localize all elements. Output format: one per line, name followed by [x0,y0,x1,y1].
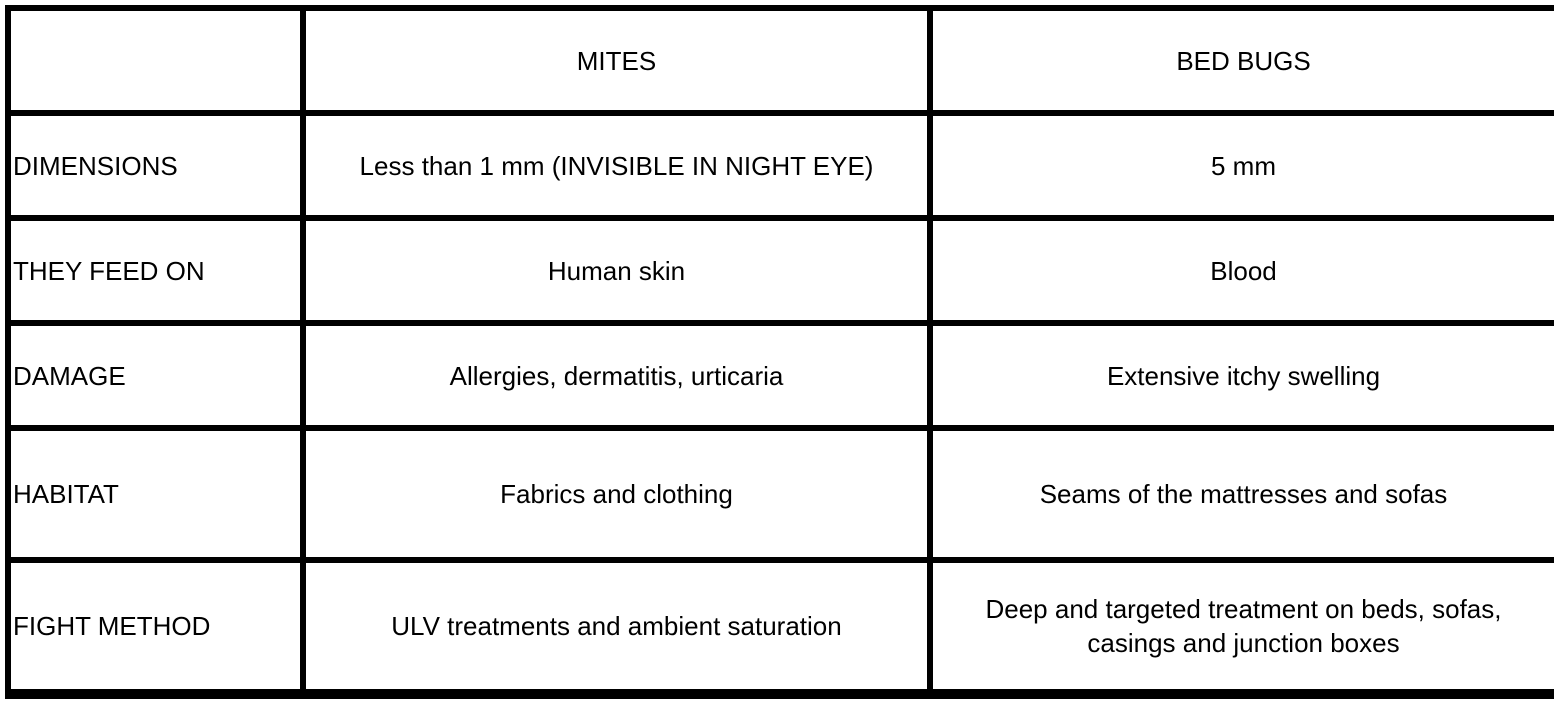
comparison-table [5,5,1554,699]
table-cell [306,326,927,425]
row-label-cell [11,431,300,557]
mites-habitat: Fabrics and clothing [500,479,733,509]
bed-bugs-damage: Extensive itchy swelling [1106,360,1381,391]
row-label-fight-method: FIGHT METHOD [13,611,211,641]
bed-bugs-feed-on: Blood [1210,255,1277,286]
bed-bugs-habitat: Seams of the mattresses and sofas [1039,479,1448,509]
table-cell [933,326,1554,425]
table-cell [933,116,1554,215]
table-cell [933,221,1554,320]
table-cell [306,431,927,557]
header-cell-mites [306,11,927,110]
row-label-cell [11,116,300,215]
table-cell [306,221,927,320]
table-cell [933,563,1554,689]
table-cell [306,116,927,215]
bed-bugs-dimensions: 5 mm [1211,150,1276,181]
header-bed-bugs-text: BED BUGS [1176,45,1311,76]
row-label-habitat: HABITAT [13,479,119,509]
row-label-feed-on: THEY FEED ON [13,255,205,286]
row-label-dimensions: DIMENSIONS [13,150,178,181]
mites-damage: Allergies, dermatitis, urticaria [449,360,784,391]
table-cell [933,431,1554,557]
bed-bugs-fight-method: Deep and targeted treatment on beds, sofas, casings and junction boxes [985,594,1502,658]
row-label-damage: DAMAGE [13,360,126,391]
row-label-cell [11,221,300,320]
row-label-cell [11,326,300,425]
header-cell-bed-bugs [933,11,1554,110]
table-cell [306,563,927,689]
mites-dimensions: Less than 1 mm (INVISIBLE IN NIGHT EYE) [359,150,874,181]
row-label-cell [11,563,300,689]
mites-fight-method: ULV treatments and ambient saturation [391,611,842,641]
mites-feed-on: Human skin [547,255,686,286]
header-mites-text: MITES [576,45,657,76]
header-corner-cell [11,11,300,110]
